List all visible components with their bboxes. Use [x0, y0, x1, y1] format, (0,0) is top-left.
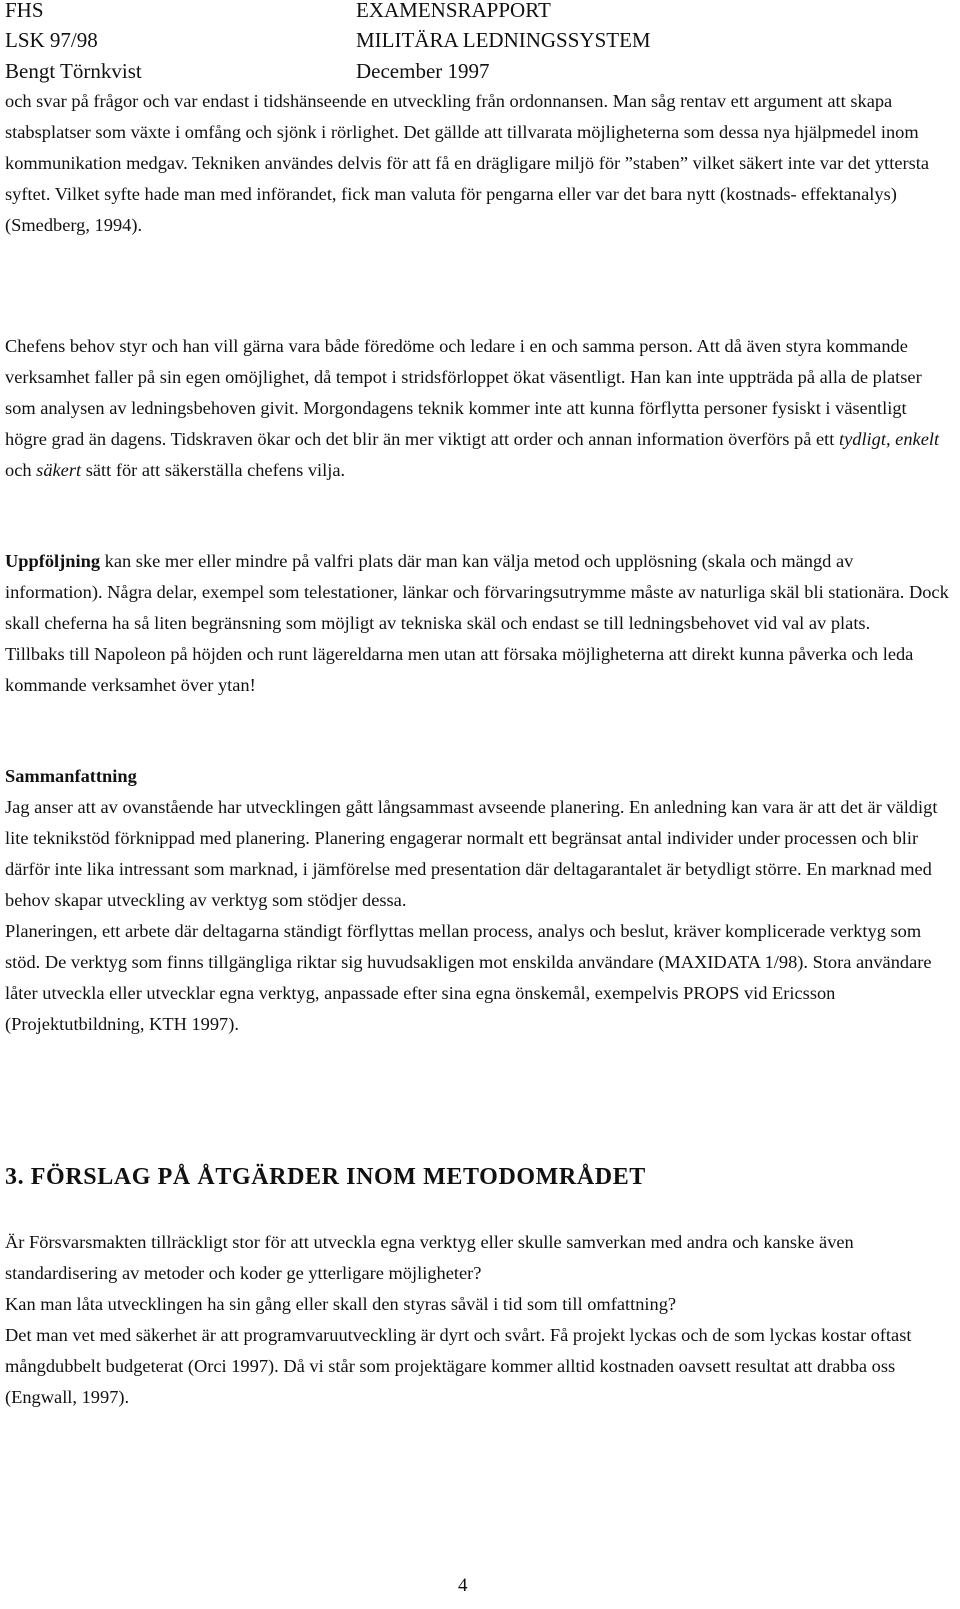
paragraph-chef-needs-main: Chefens behov styr och han vill gärna vara både föredöme och ledare i en och samma person. Att då även styra kommande verksamhet faller på sin egen omöjlighet, då tempot i stridsförloppet ökat väsentligt. Han kan inte uppträda på alla de platser som analysen av ledningsbehoven givit. Morgondagens teknik kommer inte att kunna förflytta personer fysiskt i väsentligt högre grad än dagens. Tidskraven ökar och det blir än mer viktigt att order och annan information överförs på ett: [5, 336, 922, 449]
paragraph-chef-needs-text: [5, 331, 950, 486]
summary-heading: Sammanfattning: [5, 766, 137, 786]
paragraph-chef-needs-end: sätt för att säkerställa chefens vilja.: [81, 460, 346, 480]
paragraph-chef-needs-mid: och: [5, 460, 37, 480]
section-3-question-1: Är Försvarsmakten tillräckligt stor för att utveckla egna verktyg eller skulle samverkan med andra och kanske även standardisering av metoder och koder ge ytterligare möjligheter?: [5, 1232, 854, 1283]
header-date: December 1997: [356, 59, 490, 83]
section-3-conclusion: Det man vet med säkerhet är att programvaruutveckling är dyrt och svårt. Få projekt lyckas och de som lyckas kostar oftast mångdubbelt budgeterat (Orci 1997). Då vi står som projektägare kommer alltid kostnaden oavsett resultat att drabba oss (Engwall, 1997).: [5, 1325, 912, 1407]
section-3-question-2: Kan man låta utvecklingen ha sin gång eller skall den styras såväl i tid som till omfattning?: [5, 1294, 677, 1314]
summary-paragraph-1: Jag anser att av ovanstående har utvecklingen gått långsammast avseende planering. En anledning kan vara är att det är väldigt lite teknikstöd förknippad med planering. Planering engagerar normalt ett begränsat antal individer under processen och blir därför inte lika intressant som marknad, i jämförelse med presentation där deltagarantalet är betydligt större. En marknad med behov skapar utveckling av verktyg som stödjer dessa.: [5, 797, 938, 910]
paragraph-chef-needs: [5, 331, 950, 486]
header-author: Bengt Törnkvist: [5, 59, 142, 83]
header-org: FHS: [5, 0, 44, 22]
header-course: LSK 97/98: [5, 28, 98, 52]
summary-paragraph-2: Planeringen, ett arbete där deltagarna ständigt förflyttas mellan process, analys och beslut, kräver komplicerade verktyg som stöd. De verktyg som finns tillgängliga riktar sig huvudsakligen mot enskilda användare (MAXIDATA 1/98). Stora användare låter utveckla eller utvecklar egna verktyg, anpassade efter sina egna önskemål, exempelvis PROPS vid Ericsson (Projektutbildning, KTH 1997).: [5, 921, 932, 1034]
paragraph-followup-text: [5, 546, 950, 639]
paragraph-history: [5, 86, 950, 241]
paragraph-followup: [5, 546, 950, 701]
section-heading: 3. FÖRSLAG PÅ ÅTGÄRDER INOM METODOMRÅDET: [5, 1164, 646, 1190]
summary-section: [5, 761, 950, 1040]
emphasis-clear-simple: tydligt, enkelt: [838, 429, 940, 449]
paragraph-followup-main: kan ske mer eller mindre på valfri plats där man kan välja metod och upplösning (skala och mängd av information). Några delar, exempel som telestationer, länkar och förvaringsutrymme måste av naturliga skäl bli stationära. Dock skall cheferna ha så liten begränsning som möjligt av tekniska skäl och endast se till ledningsbehovet vid val av plats.: [5, 551, 949, 633]
section-3-body: [5, 1227, 950, 1413]
page-number: 4: [458, 1575, 468, 1596]
header-report-type: EXAMENSRAPPORT: [356, 0, 551, 22]
paragraph-history-text: och svar på frågor och var endast i tidshänseende en utveckling från ordonnansen. Man såg rentav ett argument att skapa stabsplatser som växte i omfång och sjönk i rörlighet. Det gällde att tillvarata möjligheterna som dessa nya hjälpmedel inom kommunikation medgav. Tekniken användes delvis för att få en drägligare miljö för ”staben” vilket säkert inte var det yttersta syftet. Vilket syfte hade man med införandet, fick man valuta för pengarna eller var det bara nytt (kostnads- effektanalys) (Smedberg, 1994).: [5, 91, 930, 235]
header-title: MILITÄRA LEDNINGSSYSTEM: [356, 28, 651, 52]
followup-term: Uppföljning: [5, 551, 101, 571]
paragraph-napoleon-text: Tillbaks till Napoleon på höjden och runt lägereldarna men utan att försaka möjligheterna att direkt kunna påverka och leda kommande verksamhet över ytan!: [5, 644, 914, 695]
emphasis-secure: säkert: [36, 460, 82, 480]
